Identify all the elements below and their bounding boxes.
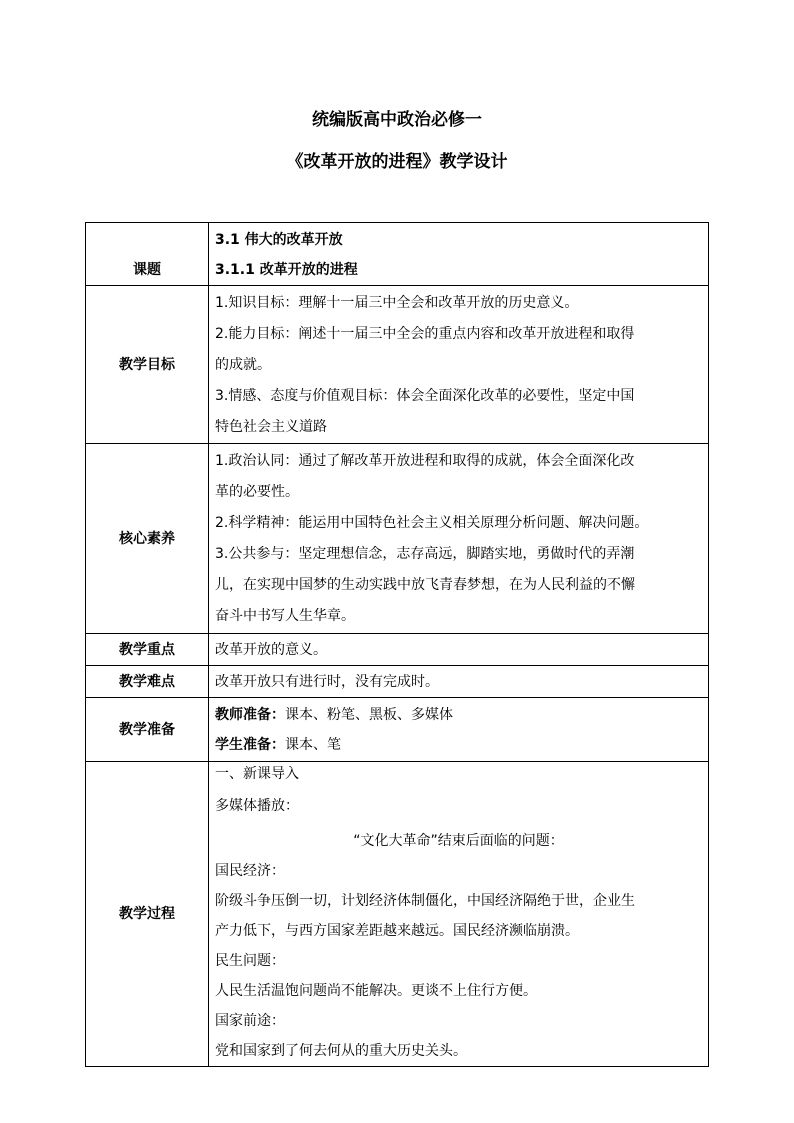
process-line: 国家前途： (215, 1013, 285, 1029)
process-line: 民生问题： (215, 953, 285, 969)
row-literacy (86, 444, 709, 634)
goals-label: 教学目标 (86, 286, 209, 444)
goals-line: 3.情感、态度与价值观目标：体会全面深化改革的必要性，坚定中国 (215, 388, 635, 404)
literacy-line: 革的必要性。 (215, 484, 299, 500)
row-process (86, 762, 709, 1067)
literacy-label: 核心素养 (86, 444, 209, 634)
teacher-prep-line (215, 700, 702, 730)
process-line: 阶级斗争压倒一切，计划经济体制僵化，中国经济隔绝于世，企业生 (215, 893, 635, 909)
row-key-point (86, 634, 709, 666)
topic-line-2: 3.1.1 改革开放的进程 (215, 262, 358, 278)
process-intro: 一、新课导入 (215, 766, 299, 782)
goals-content (209, 286, 709, 444)
topic-content (209, 223, 709, 286)
doc-title-line1: 统编版高中政治必修一 (312, 110, 482, 130)
literacy-line: 1.政治认同：通过了解改革开放进程和取得的成就，体会全面深化改 (215, 453, 635, 469)
row-difficulty (86, 666, 709, 698)
topic-line-1: 3.1 伟大的改革开放 (215, 232, 343, 248)
student-prep-line (215, 730, 702, 760)
student-prep-label: 学生准备： (215, 737, 285, 753)
row-preparation (86, 698, 709, 762)
goals-line: 特色社会主义道路 (215, 419, 327, 435)
row-topic (86, 223, 709, 286)
literacy-line: 3.公共参与：坚定理想信念，志存高远，脚踏实地，勇做时代的弄潮 (215, 546, 635, 562)
literacy-line: 奋斗中书写人生华章。 (215, 608, 355, 624)
process-line: 人民生活温饱问题尚不能解决。更谈不上住行方便。 (215, 983, 537, 999)
literacy-line: 儿，在实现中国梦的生动实践中放飞青春梦想，在为人民利益的不懈 (215, 577, 635, 593)
doc-title-line2: 《改革开放的进程》教学设计 (286, 152, 508, 172)
preparation-label: 教学准备 (86, 698, 209, 762)
process-content (209, 762, 709, 1067)
goals-line: 1.知识目标：理解十一届三中全会和改革开放的历史意义。 (215, 295, 579, 311)
preparation-content (209, 698, 709, 762)
goals-line: 2.能力目标：阐述十一届三中全会的重点内容和改革开放进程和取得 (215, 326, 635, 342)
topic-label: 课题 (86, 223, 209, 286)
difficulty-label: 教学难点 (86, 666, 209, 698)
lesson-plan-table (85, 222, 709, 1067)
process-line: 国民经济： (215, 863, 285, 879)
key-point-content: 改革开放的意义。 (209, 634, 709, 666)
key-point-label: 教学重点 (86, 634, 209, 666)
teacher-prep-text: 课本、粉笔、黑板、多媒体 (285, 707, 453, 723)
literacy-line: 2.科学精神：能运用中国特色社会主义相关原理分析问题、解决问题。 (215, 515, 649, 531)
process-label: 教学过程 (86, 762, 209, 1067)
process-media: 多媒体播放： (215, 798, 299, 814)
process-line: 产力低下，与西方国家差距越来越远。国民经济濒临崩溃。 (215, 923, 579, 939)
row-goals (86, 286, 709, 444)
student-prep-text: 课本、笔 (285, 737, 341, 753)
process-line: 党和国家到了何去何从的重大历史关头。 (215, 1043, 467, 1059)
difficulty-content: 改革开放只有进行时，没有完成时。 (209, 666, 709, 698)
literacy-content (209, 444, 709, 634)
teacher-prep-label: 教师准备： (215, 707, 285, 723)
goals-line: 的成就。 (215, 357, 271, 373)
process-caption: “文化大革命”结束后面临的问题： (353, 833, 564, 849)
